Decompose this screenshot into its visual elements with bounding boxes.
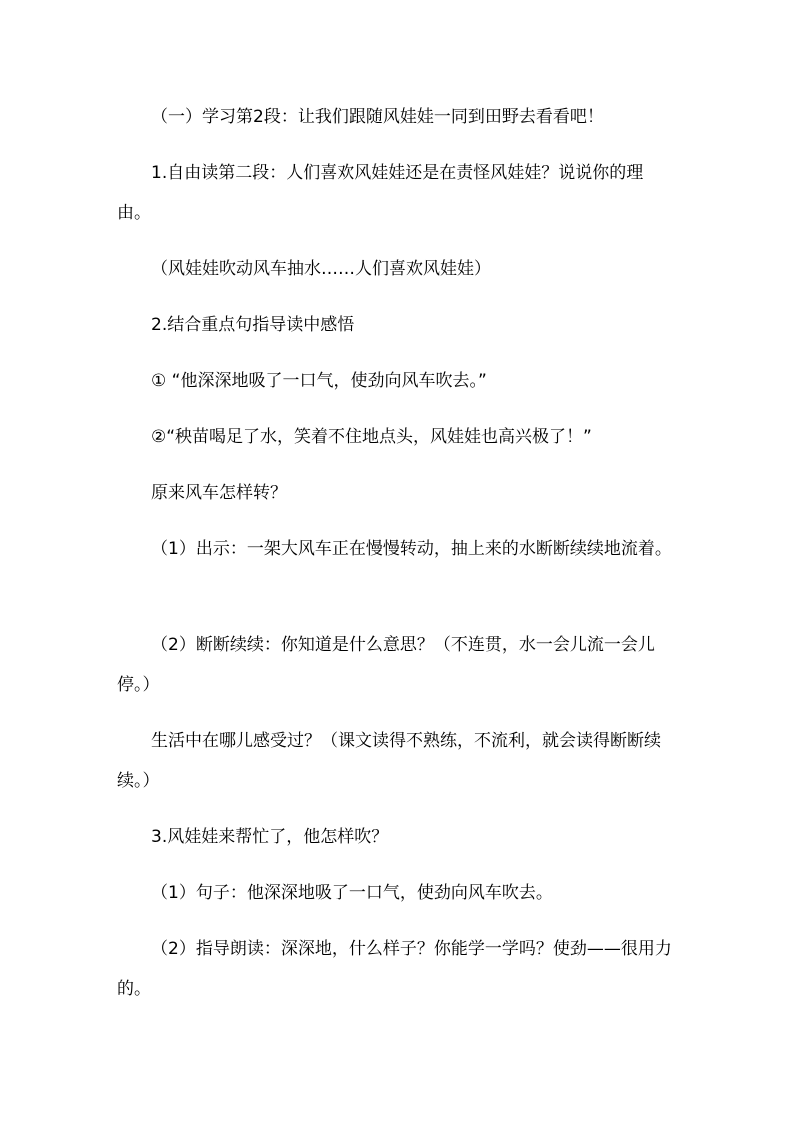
paragraph-reading-guide: （2）指导朗读：深深地，什么样子？你能学一学吗？使劲——很用力的。: [117, 939, 672, 999]
paragraph-show-sentence: （1）出示：一架大风车正在慢慢转动，抽上来的水断断续续地流着。: [151, 539, 672, 559]
paragraph-answer-1: （风娃娃吹动风车抽水……人们喜欢风娃娃）: [151, 259, 491, 279]
section-heading: （一）学习第2段：让我们跟随风娃娃一同到田野去看看吧！: [151, 107, 604, 127]
paragraph-sentence: （1）句子：他深深地吸了一口气，使劲向风车吹去。: [151, 883, 553, 903]
paragraph-quote-1: ① “他深深地吸了一口气，使劲向风车吹去。”: [151, 371, 487, 391]
paragraph-step-3: 3.风娃娃来帮忙了，他怎样吹？: [151, 827, 389, 847]
paragraph-word-meaning: （2）断断续续：你知道是什么意思？（不连贯，水一会儿流一会儿停。）: [117, 635, 655, 695]
paragraph-question-1: 1.自由读第二段：人们喜欢风娃娃还是在责怪风娃娃？说说你的理由。: [117, 163, 644, 223]
paragraph-windmill-question: 原来风车怎样转？: [151, 483, 287, 503]
paragraph-quote-2: ②“秧苗喝足了水，笑着不住地点头，风娃娃也高兴极了！”: [151, 427, 592, 447]
paragraph-step-2: 2.结合重点句指导读中感悟: [151, 315, 355, 335]
paragraph-life-experience: 生活中在哪儿感受过？（课文读得不熟练，不流利，就会读得断断续续。）: [117, 731, 661, 791]
